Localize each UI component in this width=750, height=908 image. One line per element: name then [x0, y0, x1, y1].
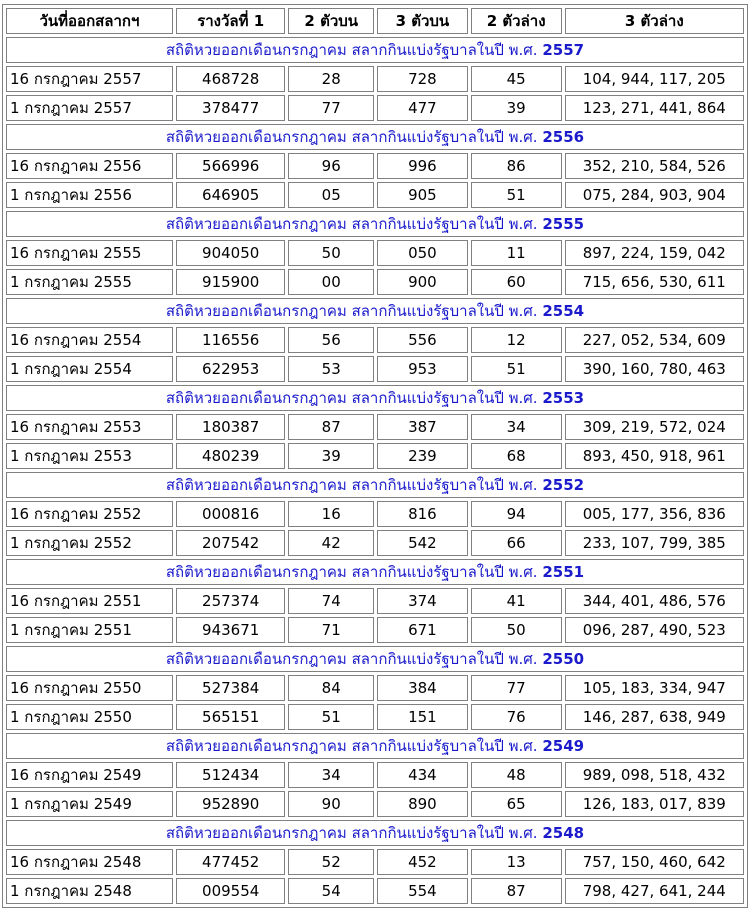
- section-title: [6, 559, 744, 585]
- section-title-text: สถิติหวยออกเดือนกรกฎาคม สลากกินแบ่งรัฐบาลในปี พ.ศ.: [165, 128, 538, 146]
- draw-date-cell: 16 กรกฎาคม 2548: [6, 849, 173, 875]
- three-digit-top-cell: 890: [377, 791, 468, 817]
- three-digit-top-cell: 387: [377, 414, 468, 440]
- two-digit-bottom-cell: 12: [471, 327, 562, 353]
- three-digit-bottom-cell: 352, 210, 584, 526: [565, 153, 744, 179]
- three-digit-bottom-cell: 757, 150, 460, 642: [565, 849, 744, 875]
- two-digit-bottom-cell: 41: [471, 588, 562, 614]
- draw-date-cell: 1 กรกฎาคม 2554: [6, 356, 173, 382]
- table-row: [6, 327, 744, 353]
- section-title: [6, 385, 744, 411]
- three-digit-top-cell: 434: [377, 762, 468, 788]
- three-digit-bottom-cell: 075, 284, 903, 904: [565, 182, 744, 208]
- three-digit-top-cell: 996: [377, 153, 468, 179]
- three-digit-bottom-cell: 233, 107, 799, 385: [565, 530, 744, 556]
- draw-date-cell: 1 กรกฎาคม 2557: [6, 95, 173, 121]
- table-row: [6, 153, 744, 179]
- three-digit-top-cell: 816: [377, 501, 468, 527]
- draw-date-cell: 16 กรกฎาคม 2554: [6, 327, 173, 353]
- draw-date-cell: 1 กรกฎาคม 2551: [6, 617, 173, 643]
- section-title: [6, 646, 744, 672]
- first-prize-cell: 468728: [176, 66, 286, 92]
- two-digit-top-cell: 16: [288, 501, 374, 527]
- section-title: [6, 124, 744, 150]
- two-digit-top-cell: 50: [288, 240, 374, 266]
- three-digit-bottom-cell: 897, 224, 159, 042: [565, 240, 744, 266]
- first-prize-cell: 480239: [176, 443, 286, 469]
- first-prize-cell: 904050: [176, 240, 286, 266]
- table-row: [6, 617, 744, 643]
- section-row: [6, 733, 744, 759]
- table-row: [6, 66, 744, 92]
- two-digit-bottom-cell: 86: [471, 153, 562, 179]
- two-digit-bottom-cell: 51: [471, 356, 562, 382]
- two-digit-top-cell: 00: [288, 269, 374, 295]
- three-digit-bottom-cell: 715, 656, 530, 611: [565, 269, 744, 295]
- header-draw-date: วันที่ออกสลากฯ: [6, 8, 173, 34]
- section-row: [6, 646, 744, 672]
- table-row: [6, 443, 744, 469]
- two-digit-top-cell: 05: [288, 182, 374, 208]
- section-year: 2550: [542, 650, 585, 668]
- lottery-stats-table: [2, 4, 748, 908]
- first-prize-cell: 477452: [176, 849, 286, 875]
- table-row: [6, 240, 744, 266]
- header-first-prize: รางวัลที่ 1: [176, 8, 286, 34]
- two-digit-top-cell: 34: [288, 762, 374, 788]
- three-digit-bottom-cell: 227, 052, 534, 609: [565, 327, 744, 353]
- table-row: [6, 878, 744, 904]
- draw-date-cell: 1 กรกฎาคม 2556: [6, 182, 173, 208]
- two-digit-top-cell: 74: [288, 588, 374, 614]
- section-title: [6, 37, 744, 63]
- three-digit-bottom-cell: 105, 183, 334, 947: [565, 675, 744, 701]
- two-digit-bottom-cell: 51: [471, 182, 562, 208]
- draw-date-cell: 16 กรกฎาคม 2555: [6, 240, 173, 266]
- two-digit-bottom-cell: 39: [471, 95, 562, 121]
- first-prize-cell: 009554: [176, 878, 286, 904]
- first-prize-cell: 378477: [176, 95, 286, 121]
- header-three-digit-bottom: 3 ตัวล่าง: [565, 8, 744, 34]
- draw-date-cell: 16 กรกฎาคม 2549: [6, 762, 173, 788]
- table-body: [6, 37, 744, 904]
- draw-date-cell: 1 กรกฎาคม 2553: [6, 443, 173, 469]
- two-digit-bottom-cell: 68: [471, 443, 562, 469]
- table-row: [6, 356, 744, 382]
- section-title: [6, 820, 744, 846]
- two-digit-top-cell: 96: [288, 153, 374, 179]
- table-row: [6, 182, 744, 208]
- first-prize-cell: 207542: [176, 530, 286, 556]
- draw-date-cell: 1 กรกฎาคม 2552: [6, 530, 173, 556]
- section-row: [6, 211, 744, 237]
- section-title-text: สถิติหวยออกเดือนกรกฎาคม สลากกินแบ่งรัฐบาลในปี พ.ศ.: [165, 476, 538, 494]
- table-row: [6, 588, 744, 614]
- draw-date-cell: 1 กรกฎาคม 2555: [6, 269, 173, 295]
- section-title-text: สถิติหวยออกเดือนกรกฎาคม สลากกินแบ่งรัฐบาลในปี พ.ศ.: [165, 41, 538, 59]
- draw-date-cell: 16 กรกฎาคม 2551: [6, 588, 173, 614]
- header-row: [6, 8, 744, 34]
- header-three-digit-top: 3 ตัวบน: [377, 8, 468, 34]
- two-digit-top-cell: 39: [288, 443, 374, 469]
- table-row: [6, 269, 744, 295]
- two-digit-top-cell: 77: [288, 95, 374, 121]
- first-prize-cell: 566996: [176, 153, 286, 179]
- first-prize-cell: 952890: [176, 791, 286, 817]
- section-year: 2551: [542, 563, 585, 581]
- three-digit-bottom-cell: 096, 287, 490, 523: [565, 617, 744, 643]
- first-prize-cell: 180387: [176, 414, 286, 440]
- three-digit-bottom-cell: 126, 183, 017, 839: [565, 791, 744, 817]
- three-digit-bottom-cell: 989, 098, 518, 432: [565, 762, 744, 788]
- two-digit-top-cell: 90: [288, 791, 374, 817]
- two-digit-bottom-cell: 11: [471, 240, 562, 266]
- two-digit-bottom-cell: 87: [471, 878, 562, 904]
- three-digit-top-cell: 384: [377, 675, 468, 701]
- section-year: 2553: [542, 389, 585, 407]
- three-digit-bottom-cell: 123, 271, 441, 864: [565, 95, 744, 121]
- table-row: [6, 849, 744, 875]
- first-prize-cell: 622953: [176, 356, 286, 382]
- section-title-text: สถิติหวยออกเดือนกรกฎาคม สลากกินแบ่งรัฐบาลในปี พ.ศ.: [165, 737, 538, 755]
- two-digit-top-cell: 52: [288, 849, 374, 875]
- two-digit-top-cell: 56: [288, 327, 374, 353]
- two-digit-bottom-cell: 34: [471, 414, 562, 440]
- two-digit-bottom-cell: 76: [471, 704, 562, 730]
- draw-date-cell: 16 กรกฎาคม 2557: [6, 66, 173, 92]
- two-digit-bottom-cell: 77: [471, 675, 562, 701]
- first-prize-cell: 000816: [176, 501, 286, 527]
- first-prize-cell: 565151: [176, 704, 286, 730]
- section-title: [6, 211, 744, 237]
- section-year: 2557: [542, 41, 585, 59]
- three-digit-bottom-cell: 104, 944, 117, 205: [565, 66, 744, 92]
- two-digit-bottom-cell: 60: [471, 269, 562, 295]
- section-year: 2549: [542, 737, 585, 755]
- section-title-text: สถิติหวยออกเดือนกรกฎาคม สลากกินแบ่งรัฐบาลในปี พ.ศ.: [165, 215, 538, 233]
- section-row: [6, 124, 744, 150]
- draw-date-cell: 16 กรกฎาคม 2552: [6, 501, 173, 527]
- two-digit-bottom-cell: 50: [471, 617, 562, 643]
- header-two-digit-top: 2 ตัวบน: [288, 8, 374, 34]
- two-digit-bottom-cell: 48: [471, 762, 562, 788]
- three-digit-top-cell: 151: [377, 704, 468, 730]
- section-row: [6, 298, 744, 324]
- three-digit-top-cell: 953: [377, 356, 468, 382]
- two-digit-top-cell: 42: [288, 530, 374, 556]
- three-digit-bottom-cell: 344, 401, 486, 576: [565, 588, 744, 614]
- table-row: [6, 675, 744, 701]
- section-year: 2555: [542, 215, 585, 233]
- two-digit-bottom-cell: 13: [471, 849, 562, 875]
- two-digit-bottom-cell: 66: [471, 530, 562, 556]
- section-row: [6, 472, 744, 498]
- first-prize-cell: 257374: [176, 588, 286, 614]
- three-digit-top-cell: 671: [377, 617, 468, 643]
- table-row: [6, 501, 744, 527]
- two-digit-bottom-cell: 65: [471, 791, 562, 817]
- two-digit-top-cell: 28: [288, 66, 374, 92]
- section-title: [6, 298, 744, 324]
- three-digit-bottom-cell: 005, 177, 356, 836: [565, 501, 744, 527]
- two-digit-top-cell: 71: [288, 617, 374, 643]
- section-title-text: สถิติหวยออกเดือนกรกฎาคม สลากกินแบ่งรัฐบาลในปี พ.ศ.: [165, 824, 538, 842]
- section-title-text: สถิติหวยออกเดือนกรกฎาคม สลากกินแบ่งรัฐบาลในปี พ.ศ.: [165, 563, 538, 581]
- draw-date-cell: 1 กรกฎาคม 2548: [6, 878, 173, 904]
- draw-date-cell: 16 กรกฎาคม 2556: [6, 153, 173, 179]
- two-digit-bottom-cell: 94: [471, 501, 562, 527]
- section-row: [6, 37, 744, 63]
- two-digit-top-cell: 53: [288, 356, 374, 382]
- two-digit-top-cell: 51: [288, 704, 374, 730]
- table-row: [6, 414, 744, 440]
- three-digit-top-cell: 554: [377, 878, 468, 904]
- three-digit-top-cell: 900: [377, 269, 468, 295]
- section-row: [6, 820, 744, 846]
- section-year: 2556: [542, 128, 585, 146]
- three-digit-top-cell: 728: [377, 66, 468, 92]
- first-prize-cell: 646905: [176, 182, 286, 208]
- header-two-digit-bottom: 2 ตัวล่าง: [471, 8, 562, 34]
- section-year: 2552: [542, 476, 585, 494]
- first-prize-cell: 915900: [176, 269, 286, 295]
- first-prize-cell: 116556: [176, 327, 286, 353]
- three-digit-top-cell: 905: [377, 182, 468, 208]
- first-prize-cell: 943671: [176, 617, 286, 643]
- two-digit-bottom-cell: 45: [471, 66, 562, 92]
- three-digit-top-cell: 477: [377, 95, 468, 121]
- three-digit-top-cell: 452: [377, 849, 468, 875]
- section-row: [6, 385, 744, 411]
- section-title: [6, 733, 744, 759]
- three-digit-bottom-cell: 893, 450, 918, 961: [565, 443, 744, 469]
- table-row: [6, 791, 744, 817]
- section-year: 2554: [542, 302, 585, 320]
- two-digit-top-cell: 87: [288, 414, 374, 440]
- draw-date-cell: 16 กรกฎาคม 2553: [6, 414, 173, 440]
- two-digit-top-cell: 54: [288, 878, 374, 904]
- three-digit-bottom-cell: 146, 287, 638, 949: [565, 704, 744, 730]
- three-digit-top-cell: 556: [377, 327, 468, 353]
- draw-date-cell: 16 กรกฎาคม 2550: [6, 675, 173, 701]
- three-digit-top-cell: 374: [377, 588, 468, 614]
- three-digit-top-cell: 542: [377, 530, 468, 556]
- section-title-text: สถิติหวยออกเดือนกรกฎาคม สลากกินแบ่งรัฐบาลในปี พ.ศ.: [165, 389, 538, 407]
- draw-date-cell: 1 กรกฎาคม 2549: [6, 791, 173, 817]
- table-row: [6, 704, 744, 730]
- two-digit-top-cell: 84: [288, 675, 374, 701]
- first-prize-cell: 512434: [176, 762, 286, 788]
- section-title: [6, 472, 744, 498]
- table-row: [6, 95, 744, 121]
- table-row: [6, 762, 744, 788]
- table-row: [6, 530, 744, 556]
- three-digit-bottom-cell: 309, 219, 572, 024: [565, 414, 744, 440]
- section-title-text: สถิติหวยออกเดือนกรกฎาคม สลากกินแบ่งรัฐบาลในปี พ.ศ.: [165, 650, 538, 668]
- three-digit-bottom-cell: 798, 427, 641, 244: [565, 878, 744, 904]
- section-year: 2548: [542, 824, 585, 842]
- section-title-text: สถิติหวยออกเดือนกรกฎาคม สลากกินแบ่งรัฐบาลในปี พ.ศ.: [165, 302, 538, 320]
- three-digit-bottom-cell: 390, 160, 780, 463: [565, 356, 744, 382]
- first-prize-cell: 527384: [176, 675, 286, 701]
- section-row: [6, 559, 744, 585]
- three-digit-top-cell: 050: [377, 240, 468, 266]
- three-digit-top-cell: 239: [377, 443, 468, 469]
- draw-date-cell: 1 กรกฎาคม 2550: [6, 704, 173, 730]
